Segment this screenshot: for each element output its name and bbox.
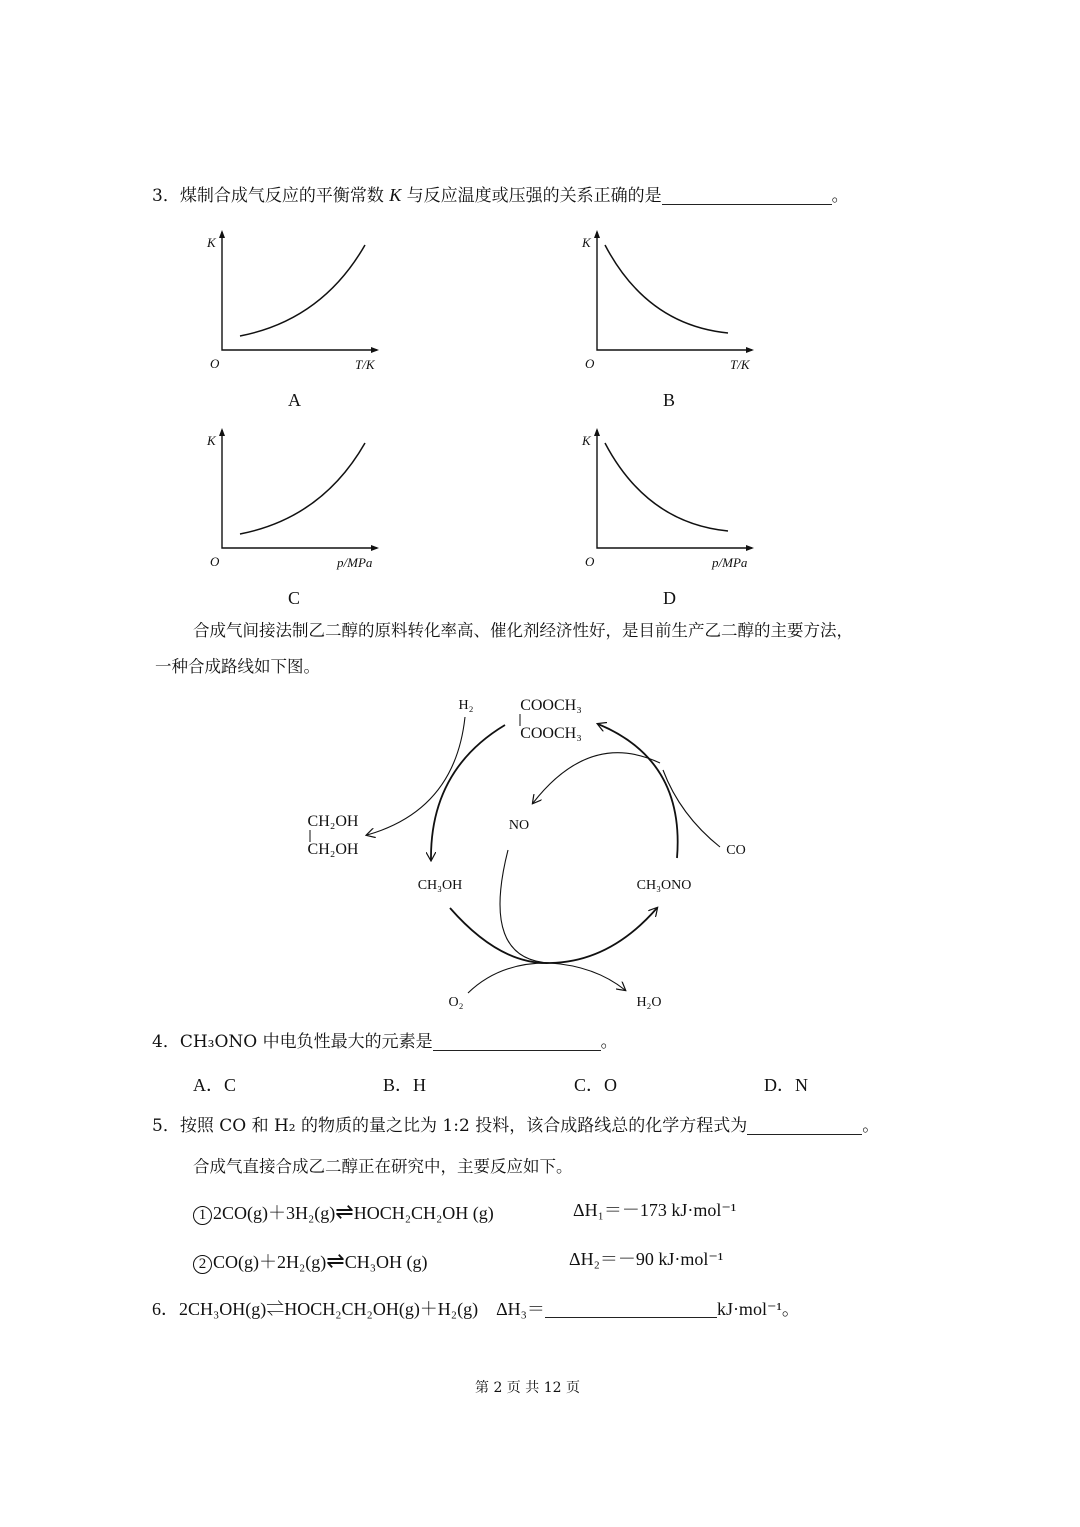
question-number: 4． <box>152 1032 180 1052</box>
label-no: NO <box>508 818 530 833</box>
question-text: 与反应温度或压强的关系正确的是 <box>406 186 662 206</box>
page-footer: 第 2 页 共 12 页 <box>475 1380 580 1396</box>
reaction-2 <box>193 1250 427 1274</box>
equation: 2CH₃OH(g)⇌HOCH₂CH₂OH(g)＋H₂(g) <box>179 1299 479 1319</box>
products: HOCH₂CH₂OH (g) <box>353 1203 494 1223</box>
arrow-oxalate-to-methanol <box>431 725 505 860</box>
x-axis-label: T/K <box>730 357 750 372</box>
x-axis-label: T/K <box>355 357 375 372</box>
option-d-label[interactable]: D <box>663 588 676 608</box>
y-axis-label: K <box>207 235 216 250</box>
enthalpy-2: ΔH₂＝－90 kJ·mol⁻¹ <box>569 1249 724 1269</box>
arrow-methylnitrite-to-oxalate <box>598 724 678 858</box>
reaction-1 <box>193 1201 494 1225</box>
origin-label: O <box>585 356 595 371</box>
products: CH₃OH (g) <box>344 1252 428 1272</box>
label-h2: H₂ <box>458 698 474 713</box>
circled-number: 2 <box>193 1255 212 1274</box>
equilibrium-arrow: ⇌ <box>326 1248 345 1273</box>
y-axis-label: K <box>207 433 216 448</box>
period: 。 <box>600 1032 618 1052</box>
period: 。 <box>862 1116 880 1136</box>
option-a-label[interactable]: A <box>288 390 301 410</box>
y-axis-label: K <box>582 235 591 250</box>
equilibrium-arrow: ⇌ <box>335 1199 354 1224</box>
period: 。 <box>781 1299 800 1319</box>
circled-number: 1 <box>193 1206 212 1225</box>
enthalpy-label: ΔH₃＝ <box>496 1299 545 1319</box>
label-ch2oh-bottom: CH₂OH <box>307 841 359 858</box>
label-o2: O₂ <box>448 995 464 1010</box>
intro-text: 合成气直接合成乙二醇正在研究中，主要反应如下。 <box>193 1157 573 1176</box>
label-co: CO <box>726 843 746 858</box>
origin-label: O <box>210 356 220 371</box>
question-text: 煤制合成气反应的平衡常数 <box>179 186 384 206</box>
arrow-methanol-to-methylnitrite <box>450 908 657 963</box>
question-text: 按照 CO 和 H₂ 的物质的量之比为 1:2 投料，该合成路线总的化学方程式为 <box>179 1116 748 1136</box>
arrow-o2-input <box>468 963 550 993</box>
question-number: 6． <box>152 1299 179 1319</box>
label-ch3oh: CH₃OH <box>417 878 463 893</box>
answer-blank[interactable] <box>433 1034 601 1051</box>
enthalpy-1: ΔH₁＝－173 kJ·mol⁻¹ <box>573 1200 737 1220</box>
option-b-label[interactable]: B <box>663 390 676 410</box>
k-symbol: K <box>389 185 402 205</box>
arrow-h2-to-glycol <box>367 717 465 835</box>
label-cooch3-top: COOCH₃ <box>520 697 582 714</box>
option-a[interactable]: A．C <box>193 1075 237 1095</box>
label-cooch3-bottom: COOCH₃ <box>520 725 582 742</box>
origin-label: O <box>210 554 220 569</box>
answer-blank[interactable] <box>545 1301 717 1318</box>
question-number: 5． <box>152 1116 180 1136</box>
label-h2o: H₂O <box>636 995 662 1010</box>
question-6 <box>152 1300 800 1318</box>
paragraph-line-2: 一种合成路线如下图。 <box>155 657 320 676</box>
arrow-to-no <box>533 753 660 803</box>
origin-label: O <box>585 554 595 569</box>
question-number: 3． <box>152 186 180 206</box>
question-text: CH₃ONO 中电负性最大的元素是 <box>179 1032 433 1052</box>
reactants: 2CO(g)＋3H₂(g) <box>213 1203 336 1223</box>
label-ch2oh-top: CH₂OH <box>307 813 359 830</box>
arrow-co-input <box>663 770 720 847</box>
question-4 <box>152 1034 618 1051</box>
paragraph-line-1: 合成气间接法制乙二醇的原料转化率高、催化剂经济性好，是目前生产乙二醇的主要方法， <box>193 621 853 640</box>
option-d[interactable]: D．N <box>764 1075 808 1095</box>
option-c-label[interactable]: C <box>288 588 301 608</box>
label-ch3ono: CH₃ONO <box>636 878 692 893</box>
question-5 <box>152 1118 879 1135</box>
option-b[interactable]: B．H <box>383 1075 427 1095</box>
option-c[interactable]: C．O <box>574 1075 618 1095</box>
period: 。 <box>831 186 849 206</box>
y-axis-label: K <box>582 433 591 448</box>
x-axis-label: p/MPa <box>337 555 373 570</box>
arrow-no-to-h2o <box>500 850 625 990</box>
reactants: CO(g)＋2H₂(g) <box>213 1252 327 1272</box>
answer-blank[interactable] <box>747 1118 862 1135</box>
x-axis-label: p/MPa <box>712 555 748 570</box>
unit: kJ·mol⁻¹ <box>716 1299 782 1319</box>
